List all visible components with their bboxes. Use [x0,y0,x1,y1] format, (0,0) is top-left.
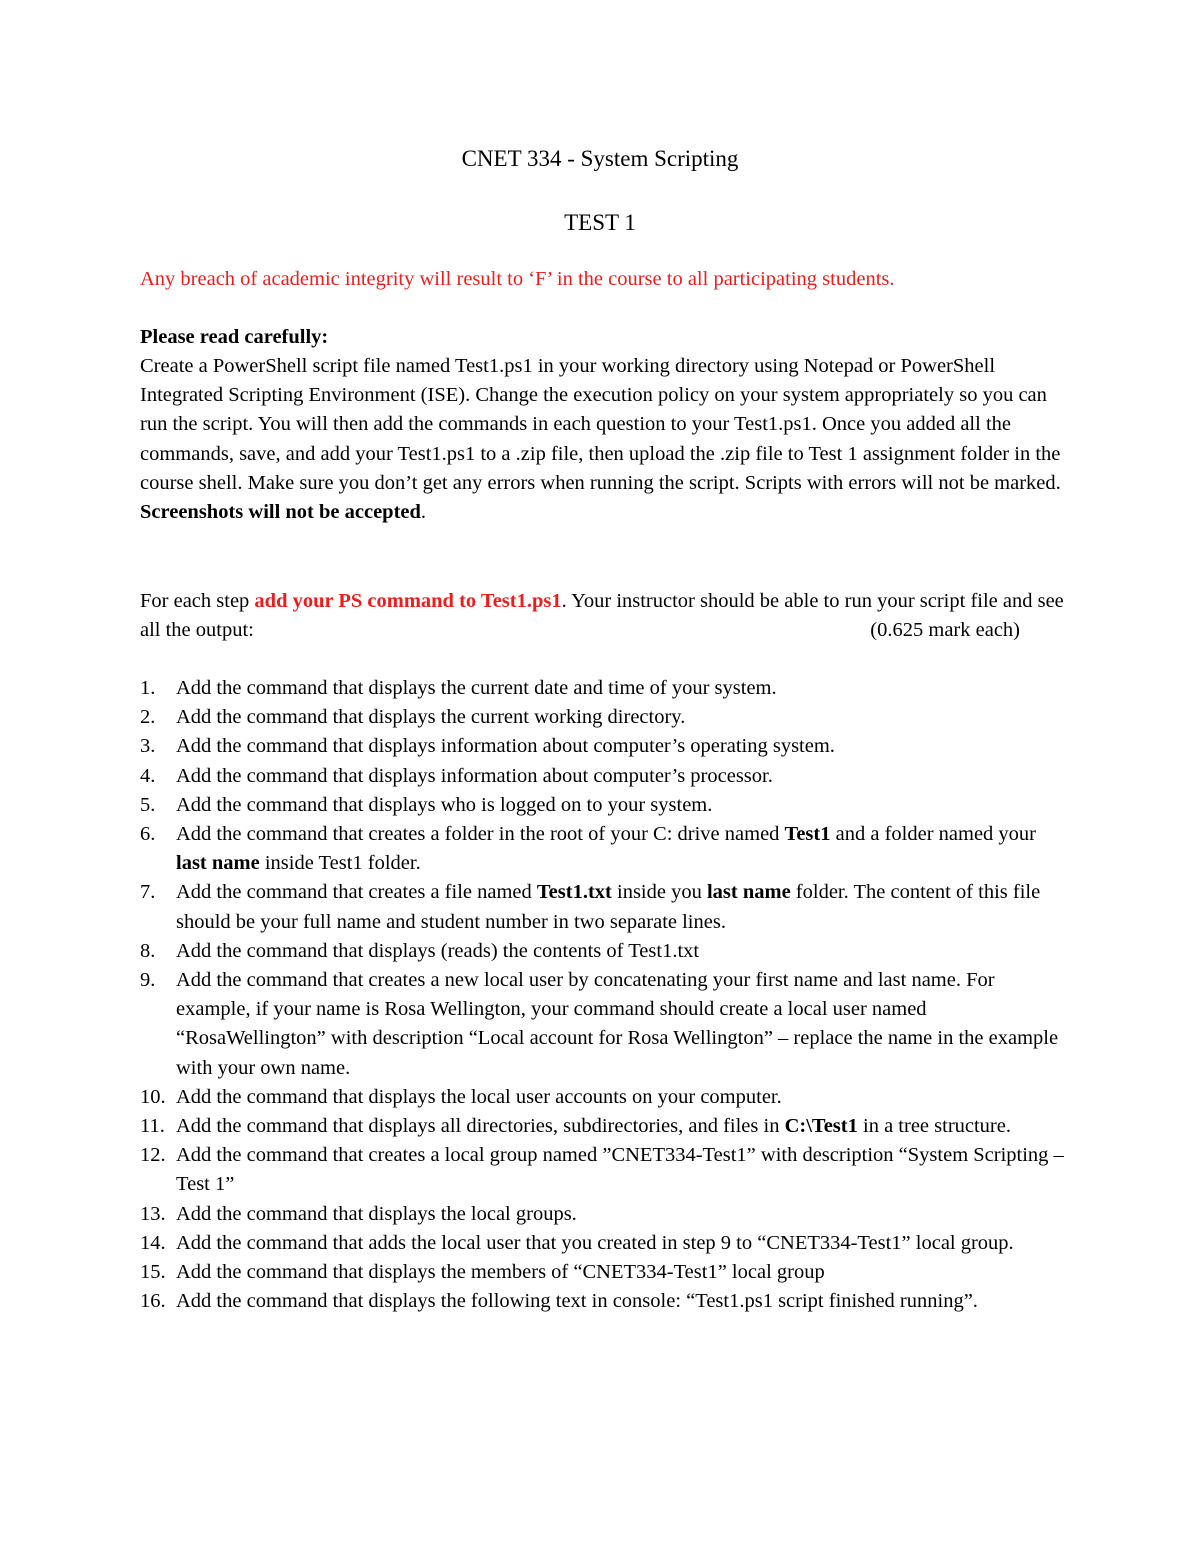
document-subtitle: TEST 1 [564,210,636,235]
question-text: Add the command that displays (reads) the contents of Test1.txt [176,939,700,962]
question-bold-text: last name [176,852,260,875]
question-number: 15. [140,1261,166,1284]
question-text: Add the command that displays the current working directory. [176,706,686,729]
question-number: 9. [140,969,156,992]
step-pre-text: For each step [140,590,255,612]
question-number: 16. [140,1290,166,1313]
question-text: Add the command that creates a local group named ”CNET334-Test1” with description “System Scripting – Test 1” [176,1144,1064,1196]
question-text: Add the command that creates a file named [176,881,537,904]
document-title: CNET 334 - System Scripting [461,146,739,171]
question-number: 5. [140,793,156,816]
question-text: and a folder named your [830,823,1036,846]
question-number: 11. [140,1115,165,1138]
question-text: inside you [611,881,707,904]
question-text: Add the command that displays the local groups. [176,1202,577,1225]
instructions-paragraph [140,352,1065,527]
question-item [140,1083,1065,1112]
question-text: Add the command that adds the local user that you created in step 9 to “CNET334-Test1” local group. [176,1231,1014,1254]
question-text: folder. The content of this file should be your full name and student number in two separate lines. [176,881,1041,933]
question-number: 14. [140,1231,166,1254]
question-list [140,674,1065,1316]
question-item [140,1229,1065,1258]
question-item [140,732,1065,761]
question-number: 8. [140,939,156,962]
question-text: Add the command that creates a folder in the root of your C: drive named [176,823,785,846]
step-instruction-paragraph [140,587,1065,645]
instructions-body: Create a PowerShell script file named Test1.ps1 in your working directory using Notepad or PowerShell Integrated Scripting Environment (ISE). Change the execution policy on your system appropriately so you can run the script. You will then add the commands in each question to your Test1.ps1. Once you added all the commands, save, and add your Test1.ps1 to a .zip file, then upload the .zip file to Test 1 assignment folder in the course shell. Make sure you don’t get any errors when running the script. Scripts with errors will not be marked. [140,355,1061,494]
question-text: Add the command that displays the current date and time of your system. [176,677,777,699]
question-text: Add the command that displays who is logged on to your system. [176,793,713,816]
question-number: 10. [140,1085,166,1108]
question-number: 2. [140,706,156,729]
question-item [140,820,1065,878]
question-number: 6. [140,823,156,846]
question-item [140,1112,1065,1141]
question-text: in a tree structure. [857,1115,1011,1138]
question-text: Add the command that creates a new local user by concatenating your first name and last name. For example, if your name is Rosa Wellington, your command should create a local user named “RosaWellington” with description “Local account for Rosa Wellington” – replace the name in the example with your own name. [176,969,1059,1079]
question-text: Add the command that displays the following text in console: “Test1.ps1 script finished running”. [176,1290,978,1313]
question-bold-text: Test1.txt [536,881,612,904]
question-item [140,791,1065,820]
question-bold-text: C:\Test1 [784,1115,858,1138]
instructions-bold: Screenshots will not be accepted [140,501,421,524]
question-text: inside Test1 folder. [259,852,421,875]
question-bold-text: Test1 [784,823,831,846]
question-number: 3. [140,735,156,758]
question-text: Add the command that displays information about computer’s processor. [176,764,773,787]
question-bold-text: last name [706,881,791,904]
question-item [140,703,1065,732]
question-text: Add the command that displays information about computer’s operating system. [176,735,835,758]
question-text: Add the command that displays the local user accounts on your computer. [176,1085,782,1108]
question-number: 13. [140,1202,166,1225]
step-post-text: . Your instructor should be able to run your script file and see all the output: [140,590,1064,642]
step-red-text: add your PS command to Test1.ps1 [254,590,562,612]
instructions-end: . [420,501,427,524]
question-text: Add the command that displays all directories, subdirectories, and files in [176,1115,785,1138]
mark-value: (0.625 mark each) [870,619,1020,642]
question-item [140,937,1065,966]
question-number: 4. [140,764,156,787]
question-item [140,1287,1065,1316]
question-item [140,878,1065,936]
question-number: 12. [140,1144,166,1167]
question-number: 1. [140,677,156,699]
question-item [140,762,1065,791]
instructions-heading: Please read carefully: [140,326,329,348]
question-text: Add the command that displays the members of “CNET334-Test1” local group [176,1261,825,1284]
question-item [140,1258,1065,1287]
integrity-warning: Any breach of academic integrity will result to ‘F’ in the course to all participating students. [140,268,895,290]
question-number: 7. [140,881,156,904]
question-item [140,1200,1065,1229]
question-item [140,1141,1065,1199]
question-item [140,674,1065,703]
question-item [140,966,1065,1083]
